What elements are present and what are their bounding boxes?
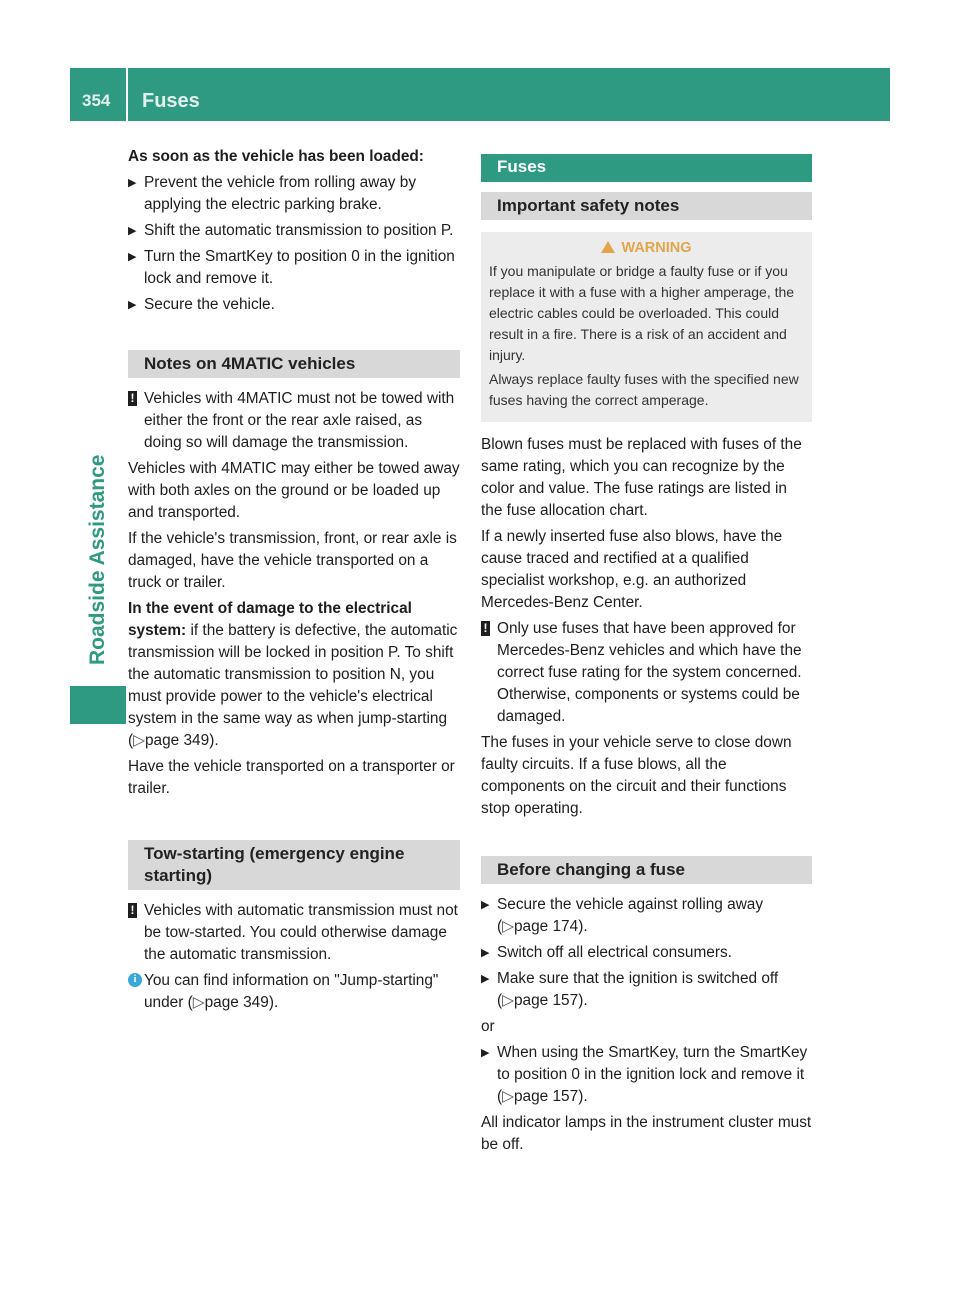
- alert-text: Vehicles with automatic transmission must not be tow-started. You could otherwise damage the automatic transmission.: [144, 902, 458, 963]
- page-ref-icon: ▷: [502, 918, 514, 935]
- step-text: Secure the vehicle against rolling away (: [497, 896, 764, 935]
- fuses-section-heading: Fuses: [481, 154, 812, 182]
- step-text: Turn the SmartKey to position 0 in the ignition lock and remove it.: [144, 248, 455, 287]
- paragraph: Blown fuses must be replaced with fuses of the same rating, which you can recognize by the color and value. The fuse ratings are listed in the fuse allocation chart.: [481, 436, 802, 519]
- header-divider: [126, 68, 128, 121]
- alert-note: [128, 900, 460, 966]
- page-title: Fuses: [142, 90, 200, 112]
- page-link[interactable]: page 349: [204, 994, 269, 1011]
- paragraph: Have the vehicle transported on a transporter or trailer.: [128, 758, 455, 797]
- step-arrow-icon: ▶: [481, 899, 490, 911]
- step-arrow-icon: ▶: [128, 225, 137, 237]
- step-text: Switch off all electrical consumers.: [497, 944, 732, 961]
- exclamation-icon: !: [481, 621, 490, 636]
- step-text: Shift the automatic transmission to position P.: [144, 222, 454, 239]
- info-text: You can find information on "Jump-starting" under (: [144, 972, 439, 1011]
- list-item: [481, 942, 812, 964]
- left-column: [128, 146, 460, 1018]
- list-item: [481, 1042, 812, 1108]
- step-arrow-icon: ▶: [128, 299, 137, 311]
- list-item: [128, 172, 460, 216]
- warning-text: If you manipulate or bridge a faulty fuse or if you replace it with a fuse with a higher amperage, the electric cables could be overloaded. This could result in a fire. There is a risk of an accident and injury.: [489, 263, 795, 363]
- step-arrow-icon: ▶: [128, 177, 137, 189]
- page-ref-icon: ▷: [133, 732, 145, 749]
- paren-close: ).: [268, 994, 279, 1011]
- list-item: [128, 294, 460, 316]
- step-arrow-icon: ▶: [128, 251, 137, 263]
- paren-close: ).: [578, 992, 588, 1009]
- info-icon: i: [128, 973, 142, 987]
- paren-close: ).: [209, 732, 219, 749]
- info-note: [128, 970, 460, 1014]
- side-chapter-label: Roadside Assistance: [86, 454, 109, 665]
- step-arrow-icon: ▶: [481, 973, 490, 985]
- page-link[interactable]: page 157: [513, 1088, 579, 1105]
- or-text: or: [481, 1018, 495, 1035]
- step-text: Prevent the vehicle from rolling away by applying the electric parking brake.: [144, 174, 417, 213]
- exclamation-icon: !: [128, 903, 137, 918]
- list-item: [128, 246, 460, 290]
- page-ref-icon: ▷: [502, 1088, 514, 1105]
- paragraph: If a newly inserted fuse also blows, have the cause traced and rectified at a qualified specialist workshop, e.g. an authorized Mercedes-Benz Center.: [481, 528, 783, 611]
- step-arrow-icon: ▶: [481, 1047, 490, 1059]
- step-arrow-icon: ▶: [481, 947, 490, 959]
- paragraph: All indicator lamps in the instrument cluster must be off.: [481, 1114, 812, 1153]
- loaded-heading: As soon as the vehicle has been loaded:: [128, 148, 424, 165]
- page-link[interactable]: page 157: [513, 992, 579, 1009]
- paragraph: Vehicles with 4MATIC may either be towed away with both axles on the ground or be loaded up and transported.: [128, 460, 460, 521]
- step-text: Secure the vehicle.: [144, 296, 275, 313]
- before-changing-heading: Before changing a fuse: [481, 856, 812, 884]
- paren-close: ).: [578, 918, 588, 935]
- alert-note: [481, 618, 812, 728]
- notes-4matic-heading: Notes on 4MATIC vehicles: [128, 350, 460, 378]
- safety-notes-heading: Important safety notes: [481, 192, 812, 220]
- alert-note: [128, 388, 460, 454]
- page-link[interactable]: page 349: [144, 732, 210, 749]
- list-item: [481, 968, 812, 1012]
- warning-label: WARNING: [621, 240, 692, 256]
- page-link[interactable]: page 174: [513, 918, 579, 935]
- page-ref-icon: ▷: [192, 994, 205, 1011]
- alert-text: Vehicles with 4MATIC must not be towed with either the front or the rear axle raised, as doing so will damage the transmission.: [144, 390, 455, 451]
- step-text: When using the SmartKey, turn the SmartKey to position 0 in the ignition lock and remove it (: [497, 1044, 808, 1105]
- paren-close: ).: [578, 1088, 588, 1105]
- warning-text: Always replace faulty fuses with the specified new fuses having the correct amperage.: [489, 371, 799, 408]
- warning-title: [489, 238, 804, 259]
- electrical-text: if the battery is defective, the automatic transmission will be locked in position P. To shift the automatic transmission to position N, you must provide power to the vehicle's electrical system in the same way as when jump-starting (: [128, 622, 458, 749]
- page-number: 354: [82, 91, 111, 110]
- warning-triangle-icon: [601, 241, 615, 253]
- warning-box: [481, 232, 812, 422]
- list-item: [481, 894, 812, 938]
- step-text: Make sure that the ignition is switched off (: [497, 970, 779, 1009]
- electrical-paragraph: [128, 598, 460, 752]
- electrical-lead: In the event of damage to the electrical system:: [128, 600, 412, 639]
- tow-start-heading: Tow-starting (emergency engine starting): [128, 840, 460, 890]
- side-chapter-block: [70, 686, 126, 724]
- right-column: [481, 146, 812, 1160]
- page-ref-icon: ▷: [502, 992, 514, 1009]
- alert-text: Only use fuses that have been approved for Mercedes-Benz vehicles and which have the correct fuse rating for the system concerned. Otherwise, components or systems could be damaged.: [497, 620, 802, 725]
- paragraph: If the vehicle's transmission, front, or rear axle is damaged, have the vehicle transported on a truck or trailer.: [128, 530, 457, 591]
- paragraph: The fuses in your vehicle serve to close down faulty circuits. If a fuse blows, all the components on the circuit and their functions stop operating.: [481, 734, 792, 817]
- exclamation-icon: !: [128, 391, 137, 406]
- list-item: [128, 220, 460, 242]
